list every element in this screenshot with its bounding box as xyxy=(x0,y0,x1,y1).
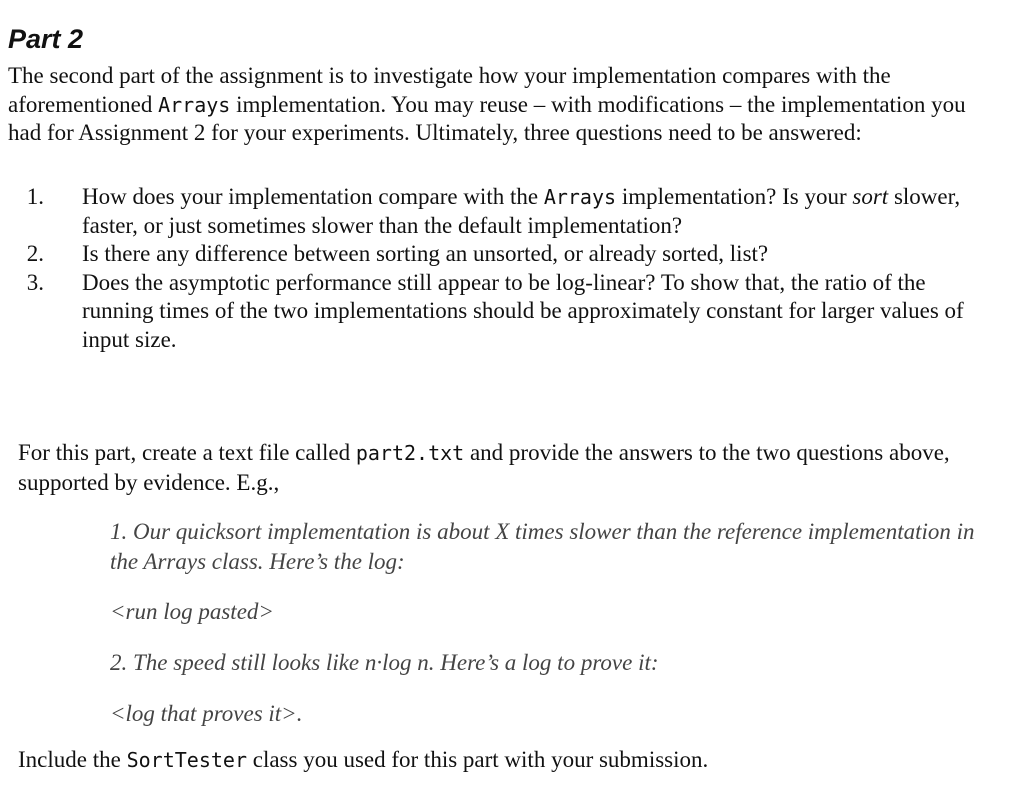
question-1-post: slower, faster, or just sometimes slower than the default implementation? xyxy=(82,184,961,238)
arrays-code: Arrays xyxy=(158,92,231,117)
intro-text-1: The second part of the assignment is to investigate how your implementation compares with the aforementioned xyxy=(8,63,891,117)
arrays-code: Arrays xyxy=(543,185,617,209)
intro-text-2: implementation. You may reuse – with modifications – the implementation you had for Assignment 2 for your experiments. Ultimately, three questions need to be answered: xyxy=(8,91,966,145)
questions-list xyxy=(0,183,990,354)
part-text-1: For this part, create a text file called xyxy=(18,440,356,465)
final-instruction xyxy=(18,745,708,775)
example-proof-log: <log that proves it>. xyxy=(110,701,303,726)
example-run-log: <run log pasted> xyxy=(110,599,274,624)
question-item xyxy=(0,240,990,269)
question-1-mid: implementation? Is your xyxy=(616,184,853,209)
filename-code: part2.txt xyxy=(355,441,465,465)
part-text-2: and provide the answers to the two questions above, supported by evidence. E.g., xyxy=(18,440,950,495)
intro-paragraph xyxy=(8,62,998,148)
question-1-pre: How does your implementation compare with the xyxy=(82,184,544,209)
final-text-2: class you used for this part with your submission. xyxy=(247,747,709,772)
question-1-em: sort xyxy=(852,184,889,209)
question-number: 1. xyxy=(26,184,44,209)
example-answer-2: 2. The speed still looks like n·log n. Here’s a log to prove it: xyxy=(110,650,659,675)
question-text: Does the asymptotic performance still appear to be log-linear? To show that, the ratio of the running times of the two implementations should be approximately constant for larger values of input size. xyxy=(82,269,964,352)
page-title: Part 2 xyxy=(8,24,84,54)
question-number: 2. xyxy=(26,241,44,266)
question-item xyxy=(0,183,990,240)
example-answer-1: 1. Our quicksort implementation is about X times slower than the reference implementation in the Arrays class. Here’s the log: xyxy=(110,519,975,574)
question-text: Is there any difference between sorting an unsorted, or already sorted, list? xyxy=(82,241,769,266)
question-number: 3. xyxy=(26,269,44,295)
part-instruction xyxy=(18,438,1008,498)
question-text xyxy=(82,183,990,240)
question-item xyxy=(0,269,990,355)
sorttester-code: SortTester xyxy=(126,748,247,772)
final-text-1: Include the xyxy=(18,747,127,772)
